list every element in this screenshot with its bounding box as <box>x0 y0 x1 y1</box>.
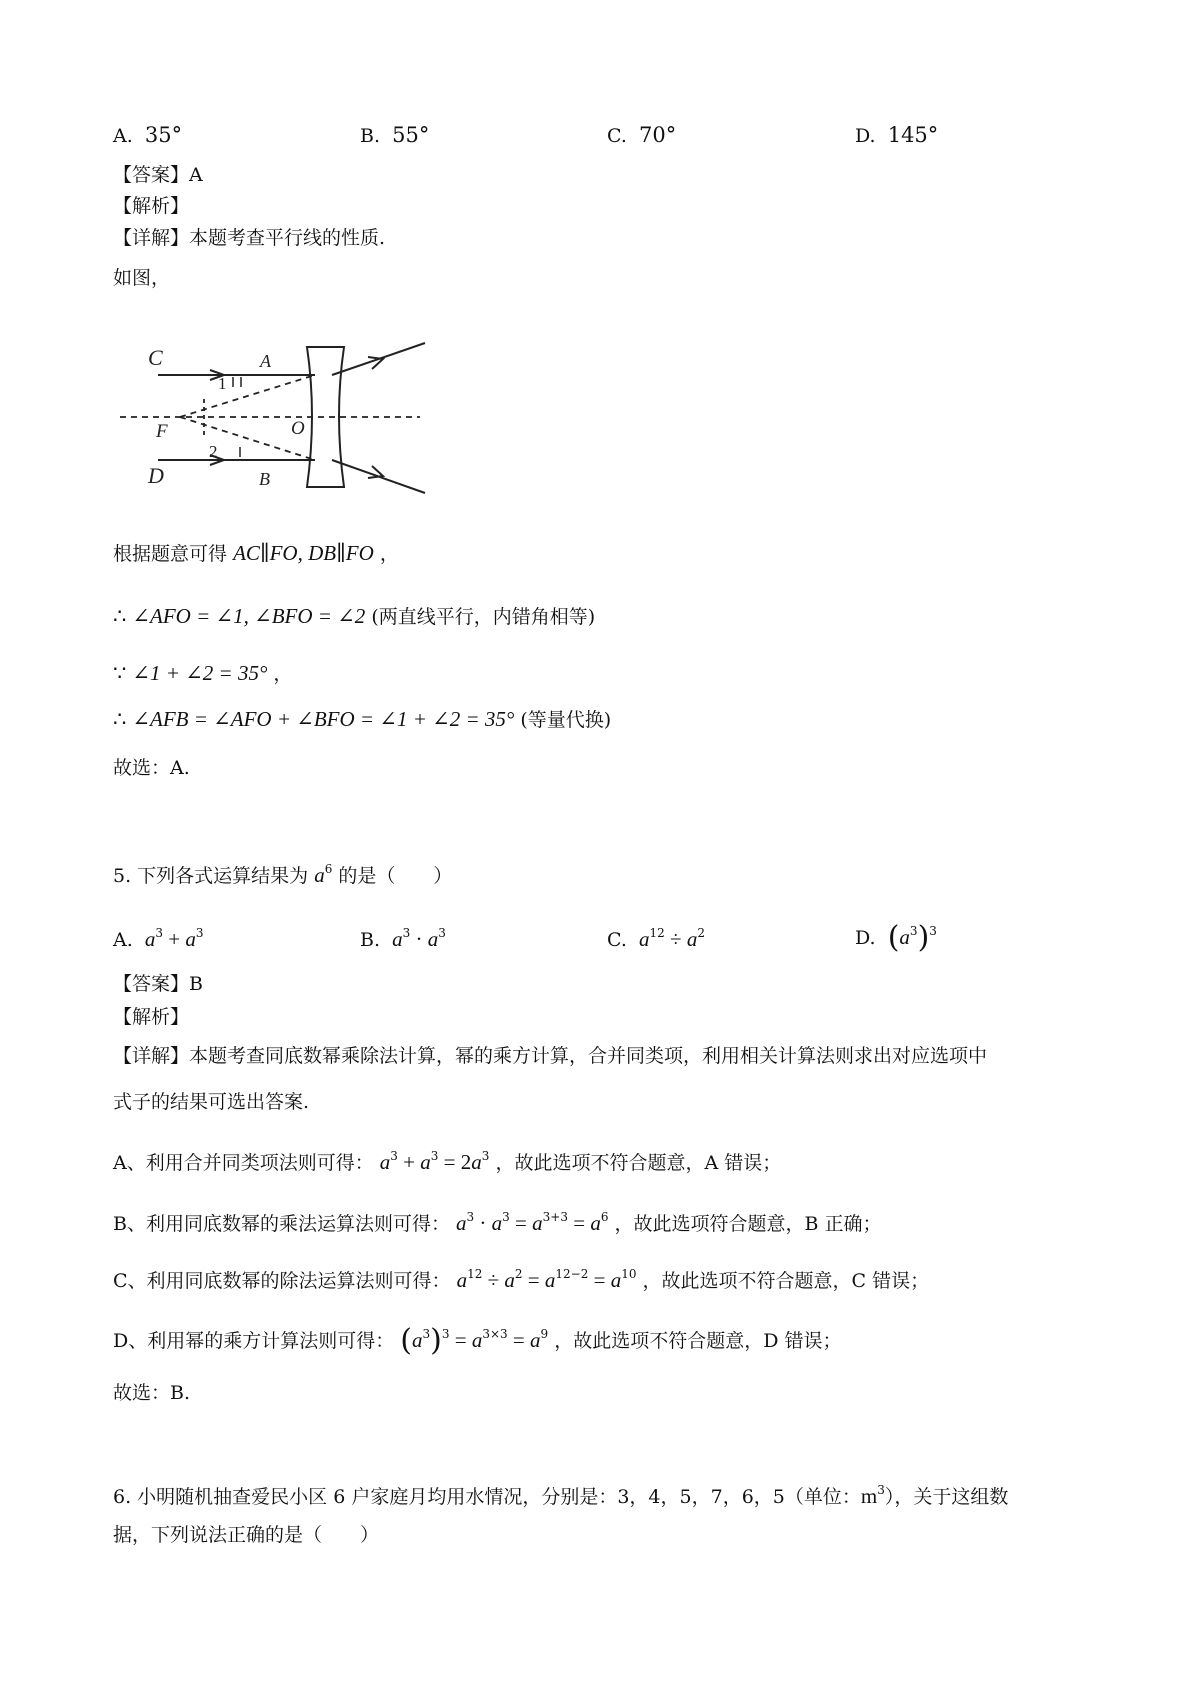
explain-a-suffix: ，故此选项不符合题意，A 错误； <box>495 1152 782 1174</box>
q5-option-a: A. $a^3 + a^3$ <box>113 926 204 951</box>
q5-option-c: C. $a^{12} \div a^2$ <box>607 926 705 951</box>
explain-d-prefix: D、利用幂的乘方计算法则可得： <box>113 1330 395 1352</box>
q6-stem-line1 <box>113 1478 1008 1509</box>
given-suffix: ， <box>379 543 399 565</box>
q4-option-a <box>113 122 182 149</box>
step1-math: ∠AFO = ∠1, ∠BFO = ∠2 <box>132 604 366 628</box>
step3-reason: (等量代换) <box>520 709 612 731</box>
lens-diagram <box>120 335 430 505</box>
q6-line1-prefix: 6. 小明随机抽查爱民小区 6 户家庭月均用水情况，分别是：3，4，5，7，6，5（单位： <box>113 1486 861 1508</box>
q6-unit-exp: 3 <box>877 1483 885 1497</box>
step2-suffix: ， <box>273 663 293 685</box>
therefore-symbol: ∴ <box>113 604 127 628</box>
q5-explain-c: C、利用同底数幂的除法运算法则可得： $a^{12} \div a^2 = a^{12-2} = a^{10}$ ，故此选项不符合题意，C 错误； <box>113 1267 930 1292</box>
label-d: D <box>148 463 164 488</box>
q5-answer: 【答案】B <box>113 973 203 995</box>
q5-stem-exp: 6 <box>324 862 333 876</box>
q5-stem-prefix: 5. 下列各式运算结果为 <box>113 865 309 887</box>
q5-detail-line2: 式子的结果可选出答案. <box>113 1091 310 1113</box>
label-a: A <box>260 351 271 371</box>
given-prefix: 根据题意可得 <box>113 543 228 565</box>
option-letter: C. <box>607 929 627 951</box>
explain-b-suffix: ，故此选项符合题意，B 正确； <box>614 1213 882 1235</box>
dashed-fa <box>180 375 315 417</box>
arrow-out-top <box>368 357 383 369</box>
q5-option-b: B. $a^3 \cdot a^3$ <box>360 926 446 951</box>
step2-math: ∠1 + ∠2 = 35° <box>132 661 268 685</box>
q4-detail: 【详解】本题考查平行线的性质. <box>113 227 386 249</box>
q5-explain-b: B、利用同底数幂的乘法运算法则可得： $a^3 \cdot a^3 = a^{3+3} = a^6$ ，故此选项符合题意，B 正确； <box>113 1210 882 1235</box>
arrow-out-bottom <box>368 466 383 478</box>
because-symbol: ∵ <box>113 661 127 685</box>
option-letter: A. <box>113 929 133 951</box>
option-value: 145° <box>887 123 939 147</box>
option-letter: A. <box>113 125 133 147</box>
explain-c-suffix: ，故此选项不符合题意，C 错误； <box>642 1270 930 1292</box>
label-b: B <box>259 469 270 489</box>
q6-line1-suffix: ），关于这组数 <box>884 1486 1009 1508</box>
q4-choose: 故选：A. <box>113 757 190 779</box>
therefore-symbol: ∴ <box>113 707 127 731</box>
q4-option-c <box>607 122 676 149</box>
explain-d-suffix: ，故此选项不符合题意，D 错误； <box>554 1330 842 1352</box>
q5-stem-suffix: 的是（ ） <box>338 865 453 887</box>
q4-step3 <box>113 707 611 732</box>
q6-unit: m <box>860 1484 878 1508</box>
step1-reason: (两直线平行，内错角相等) <box>371 606 596 628</box>
q5-choose: 故选：B. <box>113 1382 191 1404</box>
q4-answer: 【答案】A <box>113 164 203 186</box>
q5-stem <box>113 857 452 888</box>
q4-option-d <box>855 122 938 149</box>
q4-given <box>113 541 399 566</box>
q5-analysis: 【解析】 <box>113 1006 190 1028</box>
option-letter: D. <box>855 927 876 949</box>
step3-math: ∠AFB = ∠AFO + ∠BFO = ∠1 + ∠2 = 35° <box>132 707 515 731</box>
explain-c-prefix: C、利用同底数幂的除法运算法则可得： <box>113 1270 451 1292</box>
option-value: 55° <box>392 123 430 147</box>
option-letter: B. <box>360 929 381 951</box>
label-angle-1: 1 <box>218 374 227 393</box>
option-value: 70° <box>639 123 677 147</box>
label-o: O <box>291 418 305 439</box>
q5-detail-line1: 【详解】本题考查同底数幂乘除法计算，幂的乘方计算，合并同类项，利用相关计算法则求出对应选项中 <box>113 1045 988 1067</box>
label-c: C <box>148 345 163 370</box>
explain-b-prefix: B、利用同底数幂的乘法运算法则可得： <box>113 1213 450 1235</box>
q4-as-figure: 如图， <box>113 267 171 289</box>
q5-explain-d: D、利用幂的乘方计算法则可得： $(a^3)^3 = a^{3\times 3} = a^9$ ，故此选项不符合题意，D 错误； <box>113 1323 842 1358</box>
q5-explain-a: A、利用合并同类项法则可得： $a^3 + a^3 = 2a^3$ ，故此选项不符合题意，A 错误； <box>113 1149 782 1174</box>
q4-step2 <box>113 661 292 686</box>
label-f: F <box>156 421 168 442</box>
option-value: 35° <box>144 123 183 147</box>
explain-a-prefix: A、利用合并同类项法则可得： <box>113 1152 374 1174</box>
q5-option-d: D. $(a^3)^3$ <box>855 920 937 955</box>
q5-stem-base: a <box>314 863 325 887</box>
label-angle-2: 2 <box>209 442 218 461</box>
q6-stem-line2: 据，下列说法正确的是（ ） <box>113 1524 380 1546</box>
given-math: AC∥FO, DB∥FO <box>233 541 374 565</box>
q4-step1 <box>113 604 595 629</box>
q4-option-b <box>360 122 429 149</box>
option-letter: D. <box>855 125 876 147</box>
q4-analysis: 【解析】 <box>113 195 190 217</box>
option-letter: B. <box>360 125 381 147</box>
option-letter: C. <box>607 125 627 147</box>
